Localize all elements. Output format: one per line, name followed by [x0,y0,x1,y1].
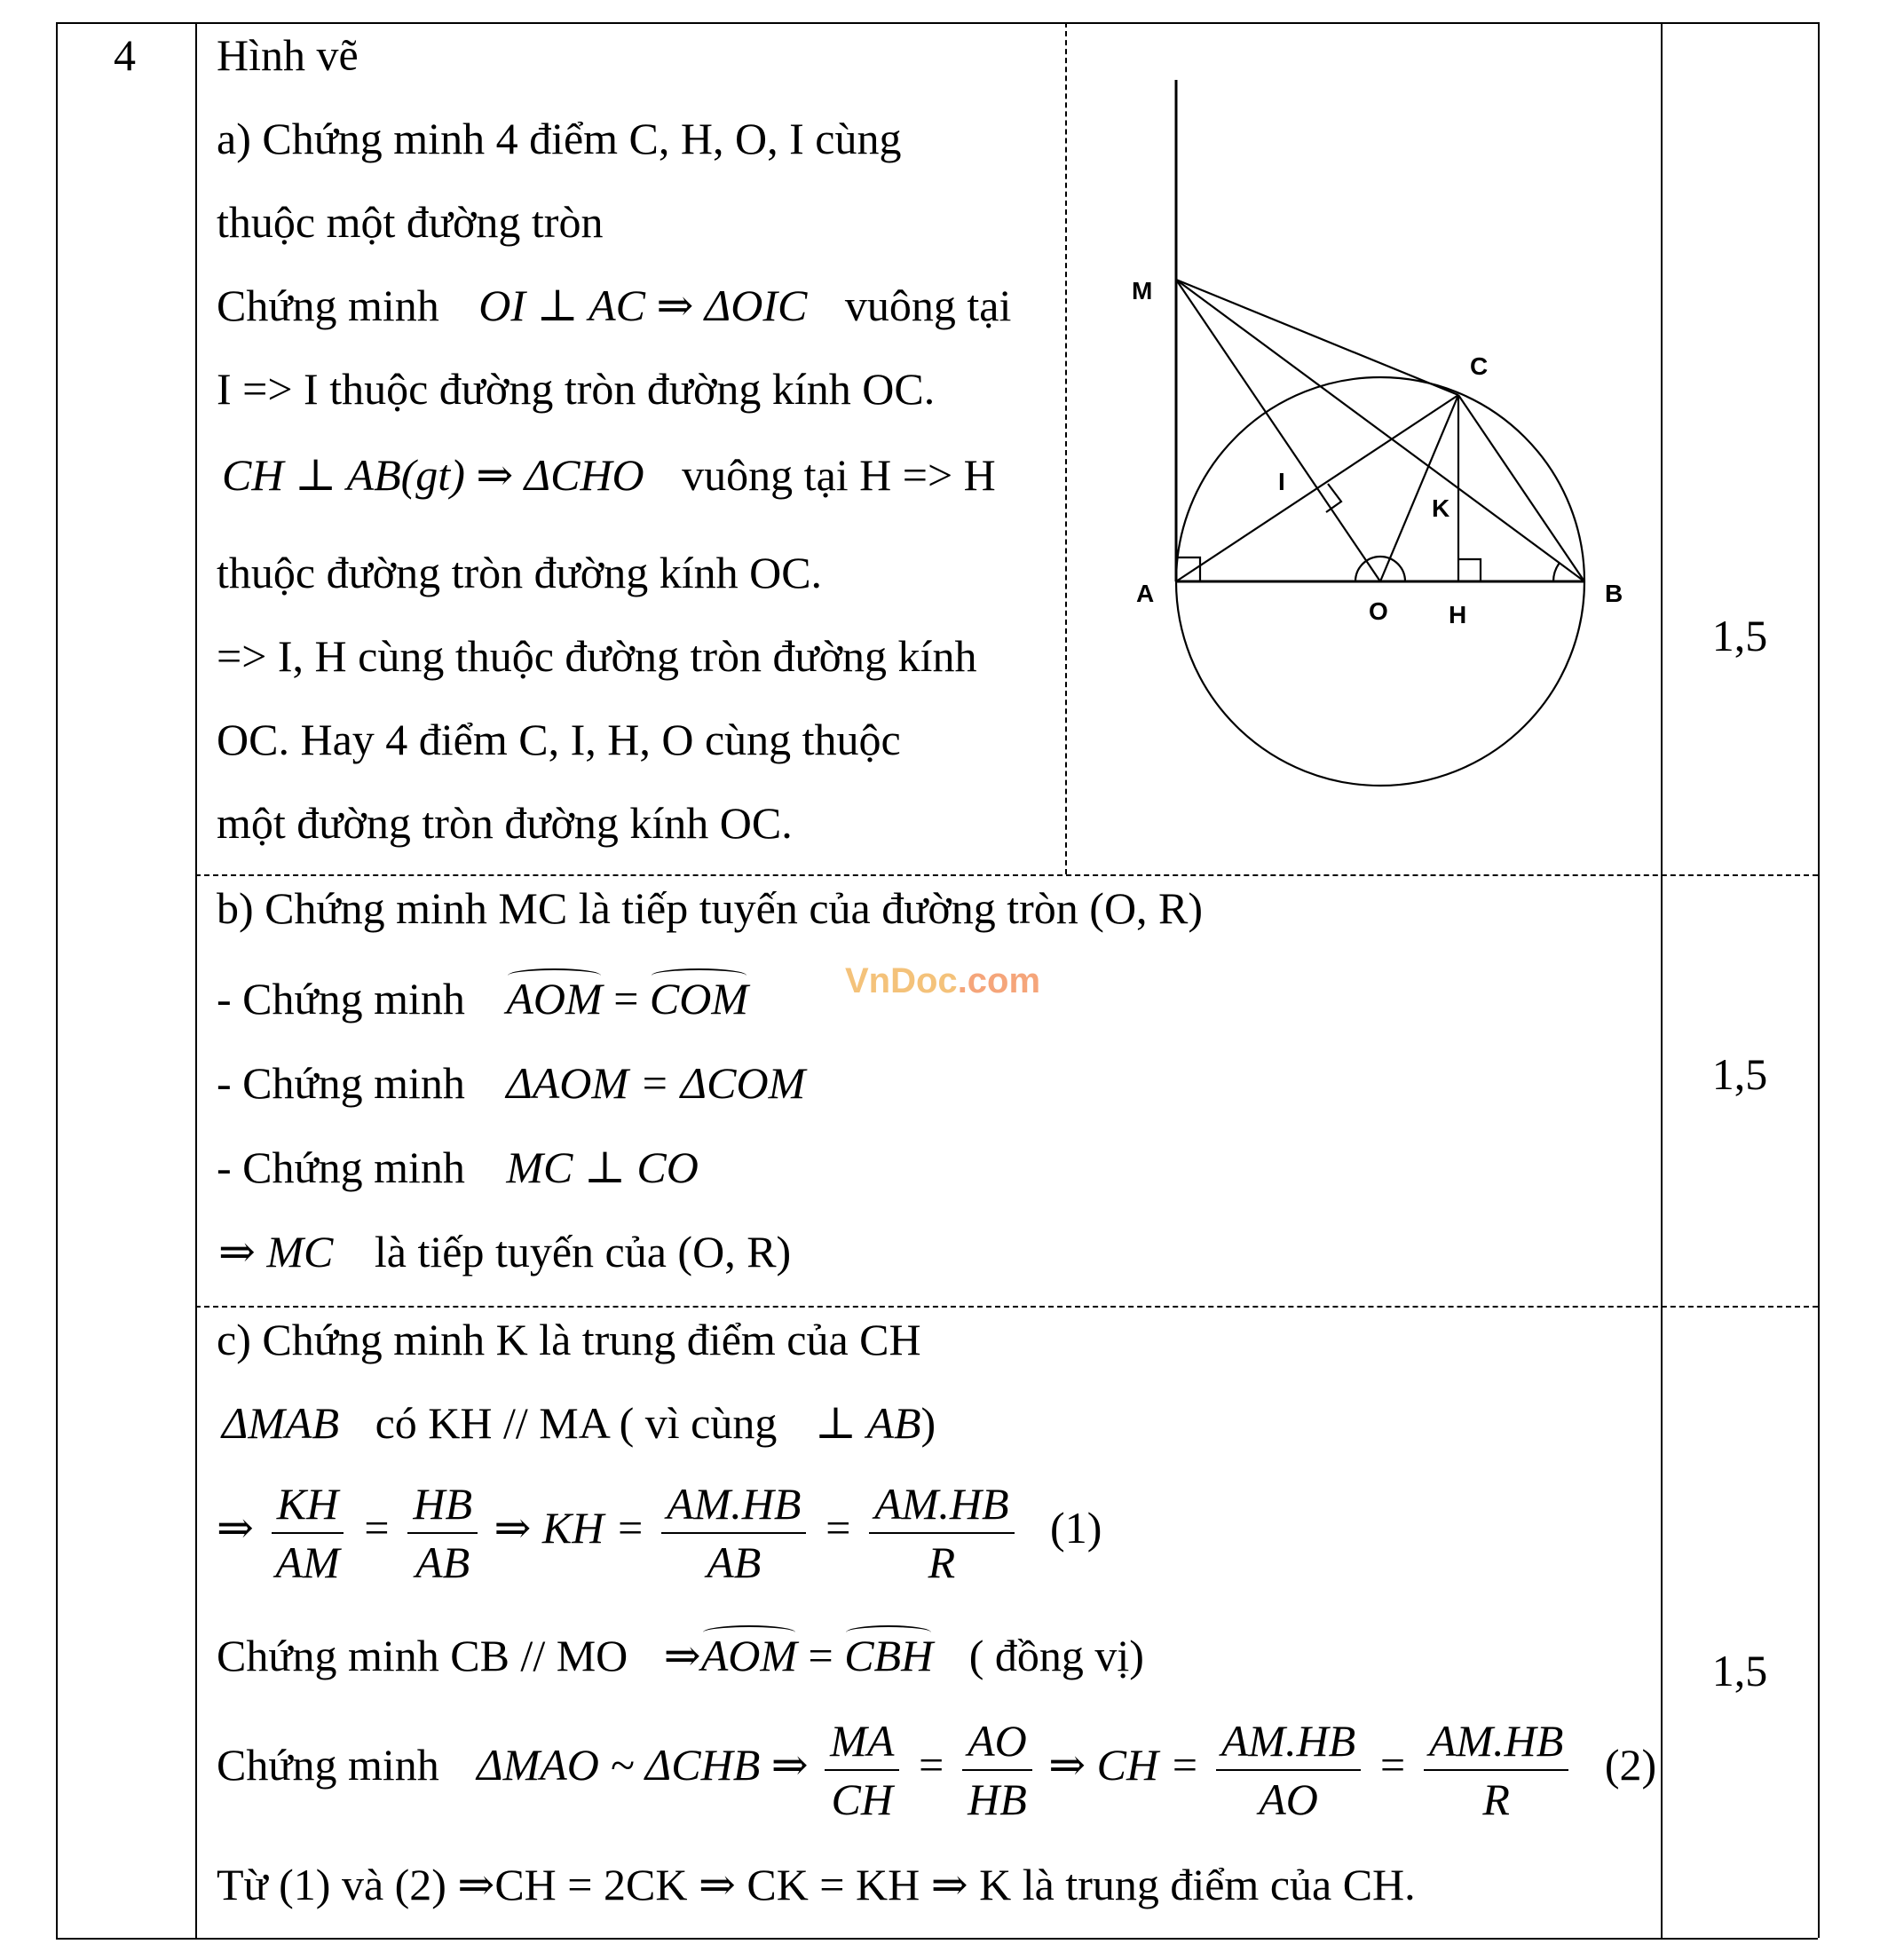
table-top-border [56,22,1818,24]
label-a: A [1136,580,1155,607]
part-c-text: Chứng minh CB // MO [217,1631,628,1680]
arc-com: COM [649,974,749,1023]
step-prefix: - Chứng minh [217,1058,465,1108]
part-c-text: Chứng minh [217,1740,439,1790]
part-c-score: 1,5 [1711,1646,1768,1695]
part-a-text: vuông tại H => H [682,450,996,500]
row-divider-c [195,1306,1818,1308]
segment-oc [1380,395,1458,581]
arc-aom: AOM [700,1631,797,1680]
figure-divider [1065,22,1067,874]
geometry-figure [1070,27,1655,870]
equation-tag-1: (1) [1050,1503,1102,1553]
part-a-line-9: OC. Hay 4 điểm C, I, H, O cùng thuộc [217,715,901,764]
part-c-line-4: Chứng minh CB // MO ⇒AOM = CBH ( đồng vị) [217,1631,1144,1680]
part-a-heading: Hình vẽ [217,30,359,80]
right-angle-a [1176,557,1200,581]
part-c-math: ΔMAB [222,1398,340,1448]
row-divider-b [195,874,1818,876]
implies-arrow: ⇒ [663,1631,701,1680]
part-a-line-5: I => I thuộc đường tròn đường kính OC. [217,364,936,414]
part-b-math: ⇒ MC [218,1227,334,1276]
label-b: B [1605,580,1623,607]
part-c-equation-1: ⇒ $\frac{KH}{AM}$ = $\frac{HB}{AB}$ ⇒ KH = $\frac{AM.HB}{AB}$ = $\frac{AM.HB}{R}$ (1) [217,1470,1102,1591]
column-divider-score [1661,22,1663,1938]
part-a-line-8: => I, H cùng thuộc đường tròn đường kính [217,631,977,681]
part-a-text: Chứng minh [217,281,439,330]
table-bottom-border [56,1938,1818,1940]
fraction-hb-ab: $\frac{HB}{AB}$ [407,1475,478,1591]
table-left-border [56,22,58,1938]
segment-cb [1458,395,1584,581]
fraction-ma-ch: $\frac{MA}{CH}$ [825,1712,899,1828]
part-a-title-cont: thuộc một đường tròn [217,197,604,247]
label-i: I [1278,468,1285,495]
part-a-line-6 [222,448,996,502]
part-c-conclusion: Từ (1) và (2) ⇒CH = 2CK ⇒ CK = KH ⇒ K là trung điểm của CH. [217,1860,1416,1909]
part-a-math: CH ⊥ AB(gt) ⇒ ΔCHO [222,450,644,500]
segment-mo [1176,280,1380,581]
label-o: O [1369,597,1388,625]
part-b-conclusion [218,1225,791,1278]
vndoc-watermark: VnDoc.com [845,961,1041,1000]
column-divider-1 [195,22,197,1938]
part-a-text: vuông tại [844,281,1012,330]
part-c-math: ⊥ AB [814,1398,921,1448]
part-a-title: a) Chứng minh 4 điểm C, H, O, I cùng [217,114,902,163]
step-prefix: - Chứng minh [217,974,465,1023]
part-c-math: ⇒ KH = [494,1503,645,1553]
part-a-line-7: thuộc đường tròn đường kính OC. [217,548,823,597]
part-c-note: ( đồng vị) [968,1631,1144,1680]
part-a-math: OI ⊥ AC ⇒ ΔOIC [478,281,808,330]
part-a-score: 1,5 [1711,611,1768,660]
equation-tag-2: (2) [1604,1740,1657,1790]
angle-mark-o [1355,557,1405,581]
right-angle-i [1326,484,1341,512]
label-c: C [1470,352,1489,380]
label-m: M [1132,277,1153,304]
table-right-border [1818,22,1820,1938]
part-b-step-2 [217,1056,805,1110]
equals-sign: = [613,974,639,1023]
part-b-title: b) Chứng minh MC là tiếp tuyến của đường tròn (O, R) [217,883,1204,933]
fraction-amhb-r: $\frac{AM.HB}{R}$ [869,1475,1014,1591]
fraction-amhb-ab: $\frac{AM.HB}{AB}$ [661,1475,806,1591]
part-b-math: ΔAOM = ΔCOM [506,1058,806,1108]
fraction-ao-hb: $\frac{AO}{HB}$ [962,1712,1032,1828]
part-b-step-3 [217,1141,699,1194]
part-c-math: ΔMAO ~ ΔCHB ⇒ [477,1740,809,1790]
part-c-equation-2: Chứng minh ΔMAO ~ ΔCHB ⇒ $\frac{MA}{CH}$ = $\frac{AO}{HB}$ ⇒ CH = $\frac{AM.HB}{AO}$ = $\frac{AM.HB}{R}$ (2) [217,1707,1656,1828]
step-prefix: - Chứng minh [217,1142,465,1192]
row-number: 4 [114,30,136,80]
part-b-step-1 [217,972,748,1025]
implies-arrow: ⇒ [217,1503,254,1553]
fraction-kh-am: $\frac{KH}{AM}$ [270,1475,344,1591]
angle-mark-b [1553,563,1560,581]
label-k: K [1432,494,1450,522]
arc-aom: AOM [506,974,603,1023]
segment-mb [1176,280,1584,581]
part-b-text: là tiếp tuyến của (O, R) [374,1227,792,1276]
part-b-math: MC ⊥ CO [506,1142,699,1192]
part-c-text: có KH // MA ( vì cùng [375,1398,778,1448]
part-c-math: ⇒ CH = [1048,1740,1200,1790]
right-angle-h [1458,559,1481,581]
part-a-line-10: một đường tròn đường kính OC. [217,798,793,848]
label-h: H [1449,601,1467,628]
part-c-line-2: ΔMAB có KH // MA ( vì cùng ⊥ AB) [222,1398,936,1448]
part-c-title: c) Chứng minh K là trung điểm của CH [217,1315,921,1364]
arc-cbh: CBH [844,1631,934,1680]
fraction-amhb-r: $\frac{AM.HB}{R}$ [1424,1712,1568,1828]
segment-ac [1176,395,1458,581]
part-b-score: 1,5 [1711,1049,1768,1099]
fraction-amhb-ao: $\frac{AM.HB}{AO}$ [1216,1712,1361,1828]
part-a-line-4 [217,279,1011,332]
segment-mc [1176,280,1458,395]
